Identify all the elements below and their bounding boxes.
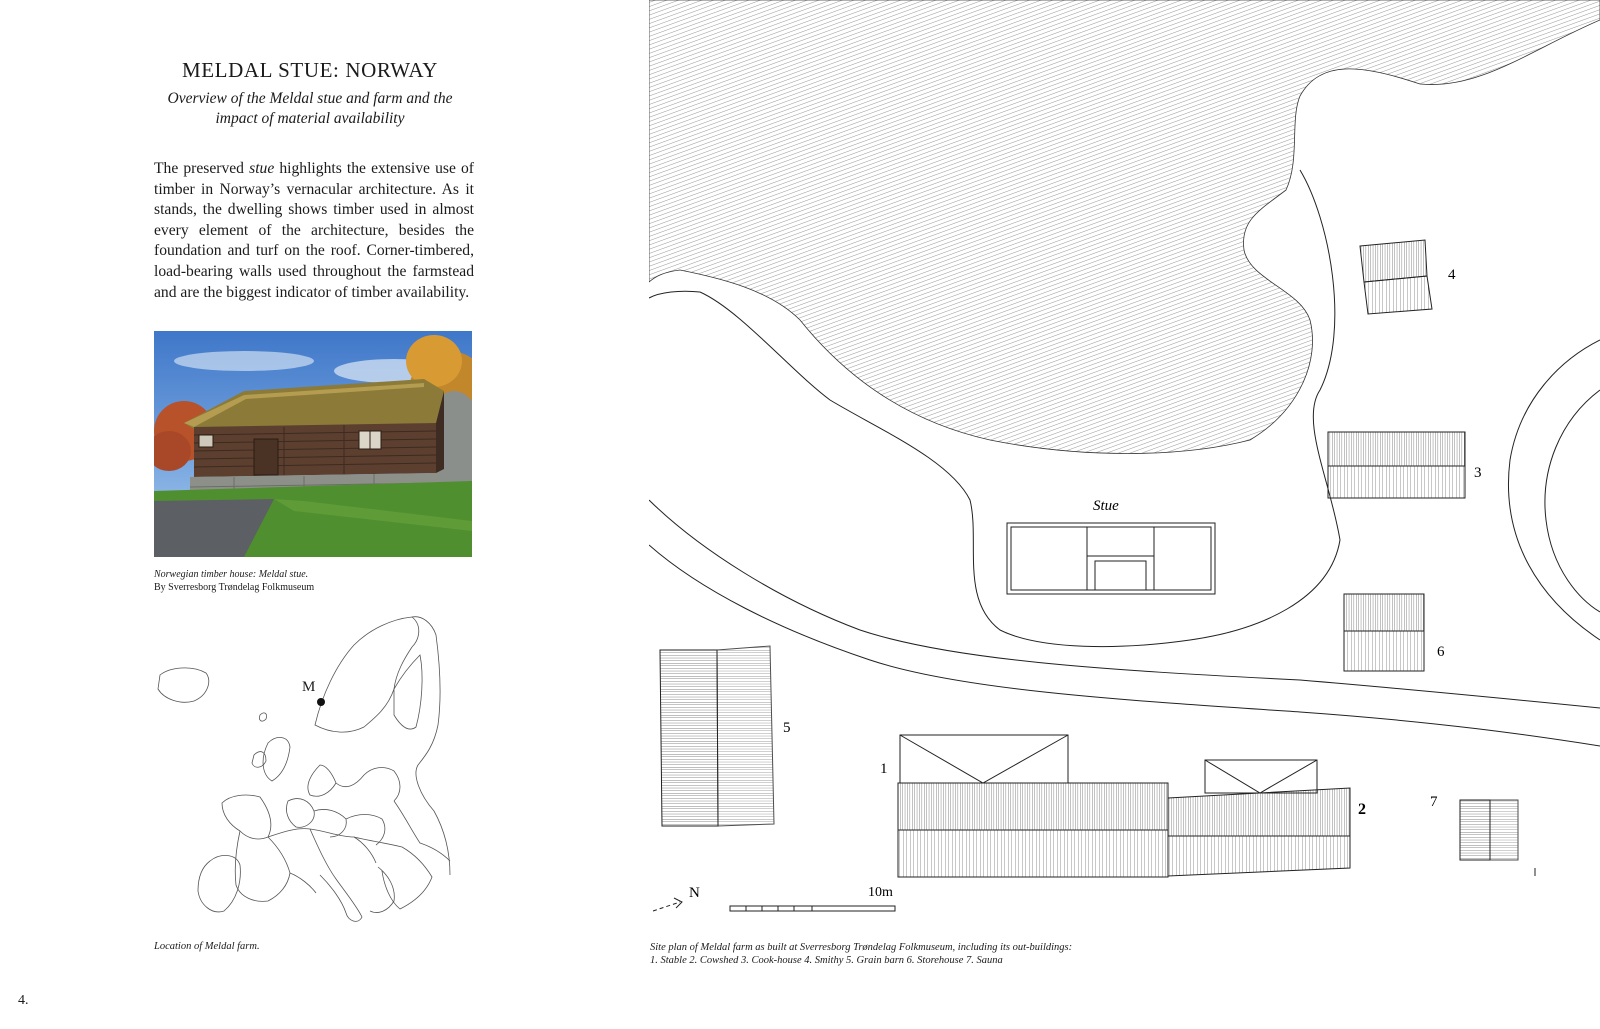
water-area — [649, 0, 1600, 454]
map-caption: Location of Meldal farm. — [154, 941, 260, 952]
site-plan-caption-line-2: 1. Stable 2. Cowshed 3. Cook-house 4. Smithy 5. Grain barn 6. Storehouse 7. Sauna — [650, 955, 1003, 966]
building-1-stable — [898, 735, 1168, 877]
stue-photo — [154, 331, 472, 557]
stue-building — [1007, 523, 1215, 594]
map-marker-label: M — [302, 679, 316, 695]
label-building-2: 2 — [1358, 801, 1366, 818]
site-plan-caption — [650, 941, 1350, 967]
label-building-3: 3 — [1474, 465, 1482, 481]
body-text-start: The preserved — [154, 160, 250, 177]
label-building-4: 4 — [1448, 267, 1456, 283]
body-text-end: highlights the extensive use of timber in Norway’s vernacular architecture. As it stands, the dwelling shows timber used in almost every element of the architecture, besides the foundation and turf on the roof. Corner-timbered, load-bearing walls used throughout the farmstead and are the biggest indicator of timber availability. — [154, 160, 475, 301]
map-marker-dot — [317, 698, 325, 706]
building-4-smithy — [1360, 240, 1432, 314]
label-building-5: 5 — [783, 720, 791, 736]
photo-caption — [154, 568, 314, 594]
left-page — [0, 0, 640, 1029]
site-plan-caption-line-1: Site plan of Meldal farm as built at Sverresborg Trøndelag Folkmuseum, including its out-buildings: — [650, 942, 1073, 953]
north-label: N — [689, 885, 700, 901]
label-building-1: 1 — [880, 761, 888, 777]
europe-map — [150, 615, 480, 935]
building-5-grain-barn — [660, 646, 774, 826]
body-text-emphasis: stue — [249, 160, 275, 177]
scale-bar — [730, 906, 895, 911]
photo-caption-title: Norwegian timber house: Meldal stue. — [154, 569, 309, 580]
page-number: 4. — [18, 993, 29, 1008]
site-plan — [649, 0, 1600, 1029]
photo-caption-credit: By Sverresborg Trøndelag Folkmuseum — [154, 582, 315, 593]
body-paragraph — [154, 159, 474, 303]
label-building-6: 6 — [1437, 644, 1445, 660]
page-title: MELDAL STUE: NORWAY — [181, 58, 439, 82]
north-arrow — [653, 898, 682, 911]
scale-label: 10m — [868, 885, 893, 900]
building-7-sauna — [1460, 800, 1518, 860]
label-building-7: 7 — [1430, 794, 1438, 810]
stue-label: Stue — [1093, 498, 1119, 514]
page-subtitle: Overview of the Meldal stue and farm and the impact of material availability — [167, 90, 453, 127]
building-6-storehouse — [1344, 594, 1424, 671]
building-2-cowshed — [1168, 760, 1350, 876]
building-3-cook-house — [1328, 432, 1465, 498]
